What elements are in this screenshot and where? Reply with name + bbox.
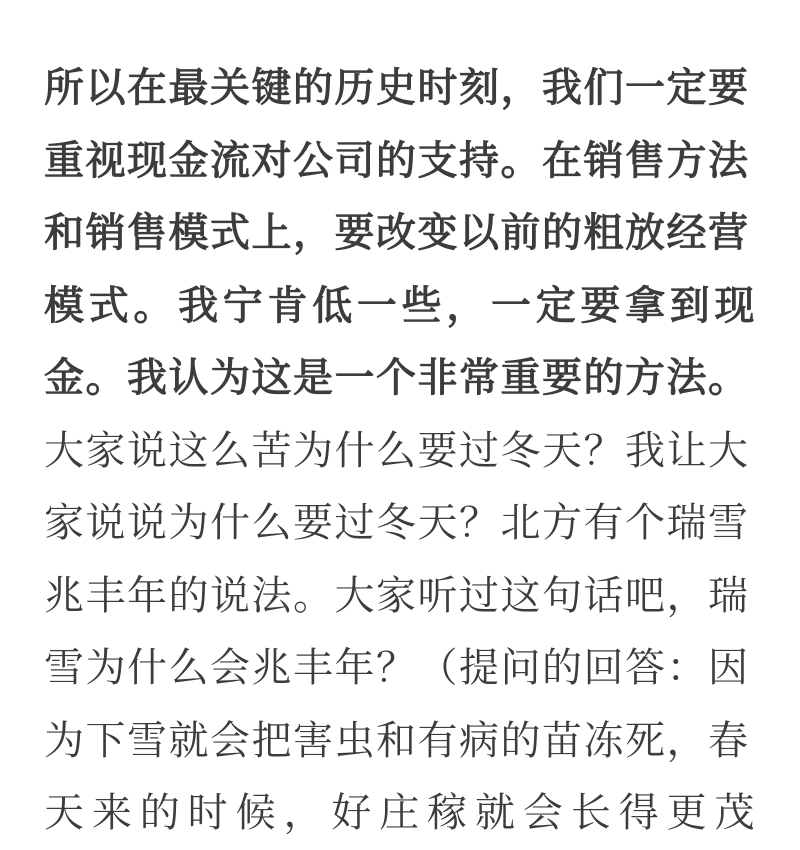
text-line: 天来的时候，好庄稼就会长得更茂: [44, 791, 756, 835]
paragraph-bold: [44, 52, 756, 415]
text-line: 为下雪就会把害虫和有病的苗冻死，春: [44, 718, 750, 763]
text-line: 重视现金流对公司的支持。在销售方法: [44, 138, 750, 183]
text-line: 雪为什么会兆丰年？（提问的回答：因: [44, 646, 750, 690]
paragraph-regular: [44, 415, 756, 850]
text-line: 大家说这么苦为什么要过冬天？我让大: [44, 428, 750, 473]
text-line: 家说说为什么要过冬天？北方有个瑞雪: [44, 501, 750, 545]
text-line: 兆丰年的说法。大家听过这句话吧，瑞: [44, 573, 750, 618]
text-line: 和销售模式上，要改变以前的粗放经营: [44, 211, 750, 255]
text-line: 金。我认为这是一个非常重要的方法。: [44, 356, 750, 400]
text-line: 模式。我宁肯低一些，一定要拿到现: [44, 283, 756, 328]
text-line: 所以在最关键的历史时刻，我们一定要: [44, 66, 750, 110]
